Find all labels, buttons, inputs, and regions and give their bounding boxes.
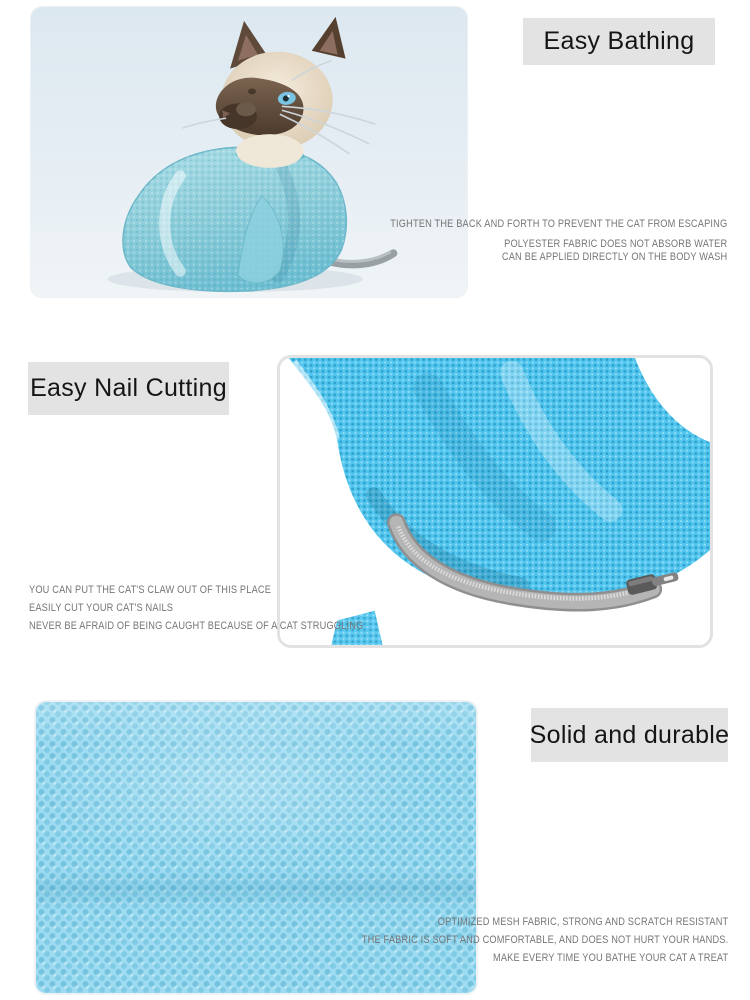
caption-line: EASILY CUT YOUR CAT'S NAILS xyxy=(29,602,174,614)
caption-line: NEVER BE AFRAID OF BEING CAUGHT BECAUSE OF A CAT STRUGGLING xyxy=(29,620,364,632)
section-title-easy-bathing xyxy=(523,18,715,65)
section-title-easy-nail-cutting xyxy=(28,362,229,415)
caption-line: CAN BE APPLIED DIRECTLY ON THE BODY WASH xyxy=(501,251,727,263)
cat-chest-fur xyxy=(236,134,304,168)
section-title-solid-and-durable xyxy=(531,708,728,762)
caption-line: YOU CAN PUT THE CAT'S CLAW OUT OF THIS PLACE xyxy=(29,584,272,596)
section-title-text: Easy Bathing xyxy=(543,27,695,55)
section-title-text: Easy Nail Cutting xyxy=(30,374,227,402)
caption-line: TIGHTEN THE BACK AND FORTH TO PREVENT THE CAT FROM ESCAPING xyxy=(389,218,727,230)
caption-line: OPTIMIZED MESH FABRIC, STRONG AND SCRATCH RESISTANT xyxy=(437,916,728,928)
caption-line: POLYESTER FABRIC DOES NOT ABSORB WATER xyxy=(503,238,727,250)
caption-easy-nail-cutting xyxy=(29,581,363,635)
caption-line: MAKE EVERY TIME YOU BATHE YOUR CAT A TREAT xyxy=(492,952,728,964)
section-title-text: Solid and durable xyxy=(529,720,730,749)
caption-easy-bathing xyxy=(390,218,727,264)
caption-line: THE FABRIC IS SOFT AND COMFORTABLE, AND DOES NOT HURT YOUR HANDS. xyxy=(361,934,728,946)
caption-solid-and-durable xyxy=(361,913,728,967)
